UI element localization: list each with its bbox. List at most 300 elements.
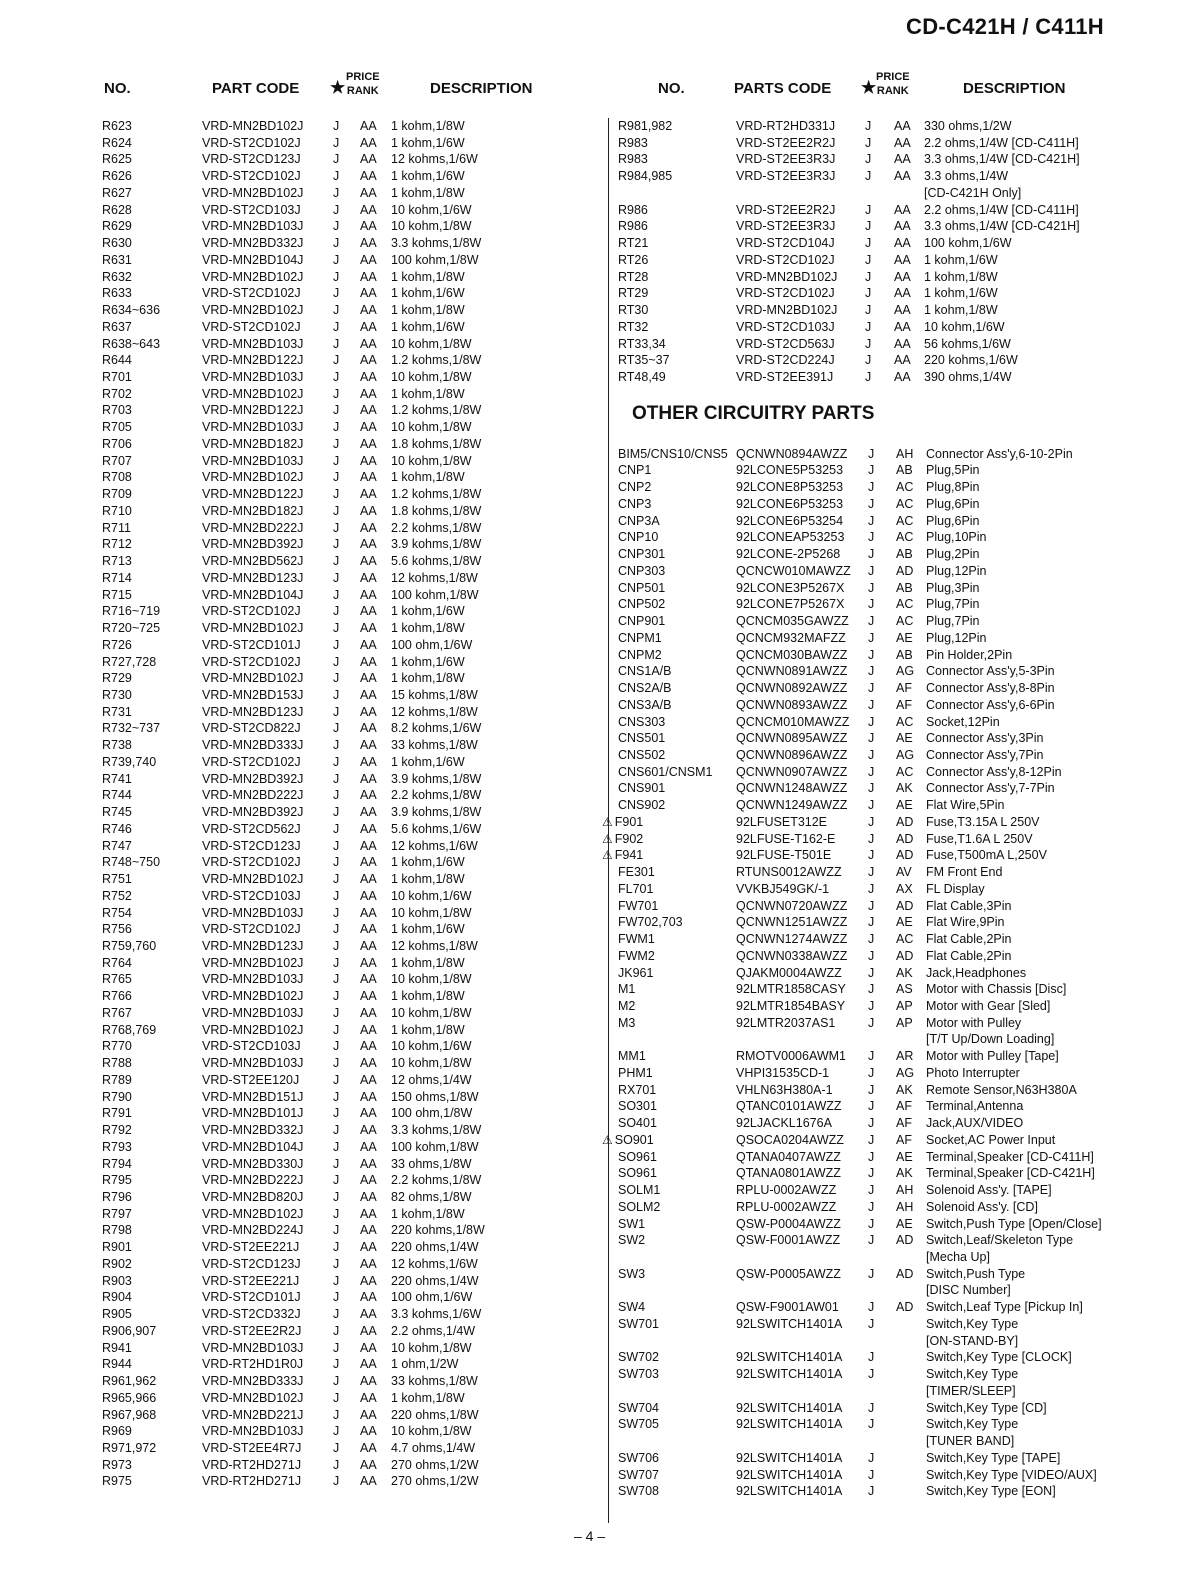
mark-text: J bbox=[333, 905, 340, 920]
price-rank bbox=[894, 319, 911, 336]
part-number bbox=[618, 513, 660, 530]
mark bbox=[868, 1266, 874, 1283]
mark-text: J bbox=[868, 814, 875, 829]
table-row bbox=[102, 336, 600, 353]
part-number bbox=[102, 1289, 132, 1306]
description-text: 220 kohms,1/6W bbox=[924, 353, 1018, 368]
part-code bbox=[736, 1149, 841, 1166]
table-row bbox=[618, 1349, 1138, 1366]
price-rank-text: AA bbox=[360, 922, 377, 937]
mark-text: J bbox=[333, 972, 340, 987]
description bbox=[391, 252, 479, 269]
mark bbox=[333, 1256, 339, 1273]
table-row bbox=[618, 596, 1138, 613]
part-number bbox=[618, 630, 662, 647]
part-number-text: MM1 bbox=[618, 1049, 646, 1064]
part-code bbox=[202, 319, 301, 336]
price-rank-text: AB bbox=[896, 647, 913, 662]
table-row bbox=[618, 580, 1138, 597]
table-row bbox=[102, 235, 600, 252]
table-row bbox=[102, 1189, 600, 1206]
price-rank bbox=[360, 620, 377, 637]
description-text: FM Front End bbox=[926, 865, 1003, 880]
description bbox=[926, 529, 986, 546]
part-code bbox=[202, 202, 301, 219]
part-code bbox=[202, 1373, 303, 1390]
description bbox=[391, 971, 472, 988]
price-rank-text: AH bbox=[896, 446, 914, 461]
mark-text: J bbox=[868, 580, 875, 595]
price-rank-text: AD bbox=[896, 898, 914, 913]
header-description: DESCRIPTION bbox=[430, 80, 533, 97]
part-number bbox=[102, 1122, 132, 1139]
price-rank bbox=[360, 720, 377, 737]
part-code-text: 92LMTR1854BASY bbox=[736, 998, 846, 1013]
part-code bbox=[736, 369, 833, 386]
mark-text: J bbox=[865, 353, 872, 368]
description-text: Plug,2Pin bbox=[926, 547, 980, 562]
table-row bbox=[102, 838, 600, 855]
description bbox=[391, 151, 478, 168]
price-rank-text: AA bbox=[360, 587, 377, 602]
part-number bbox=[102, 1072, 132, 1089]
price-rank bbox=[896, 714, 913, 731]
description-text: Connector Ass'y,8-12Pin bbox=[926, 764, 1062, 779]
description bbox=[924, 168, 1008, 185]
mark-text: J bbox=[333, 319, 340, 334]
description-text: 82 ohms,1/8W bbox=[391, 1190, 472, 1204]
part-code bbox=[202, 1306, 301, 1323]
price-rank bbox=[896, 780, 913, 797]
mark bbox=[865, 135, 871, 152]
part-number-text: RX701 bbox=[618, 1082, 657, 1097]
mark bbox=[868, 580, 874, 597]
part-code bbox=[202, 1189, 303, 1206]
part-number bbox=[618, 931, 655, 948]
part-code-text: VRD-ST2CD102J bbox=[202, 319, 301, 334]
price-rank bbox=[896, 747, 914, 764]
part-code-text: QCNWN1249AWZZ bbox=[736, 798, 848, 813]
description-text: 100 ohm,1/8W bbox=[391, 1106, 473, 1121]
part-number bbox=[102, 720, 160, 737]
mark-text: J bbox=[333, 537, 340, 552]
mark-text: J bbox=[333, 1206, 340, 1221]
description bbox=[926, 730, 1044, 747]
price-rank bbox=[360, 1122, 377, 1139]
part-number bbox=[618, 1065, 653, 1082]
table-row bbox=[102, 453, 600, 470]
other-parts-table bbox=[602, 446, 1138, 1500]
mark-text: J bbox=[333, 1390, 340, 1405]
description bbox=[391, 1206, 465, 1223]
table-row bbox=[102, 1089, 600, 1106]
part-code bbox=[202, 1206, 303, 1223]
description bbox=[391, 469, 465, 486]
part-number-text: R961,962 bbox=[102, 1374, 157, 1389]
description-text: 1 ohm,1/2W bbox=[391, 1357, 459, 1372]
price-rank-text: AA bbox=[360, 1156, 377, 1171]
part-number bbox=[618, 1165, 657, 1182]
description-text: 1 kohm,1/8W bbox=[391, 185, 465, 200]
table-row bbox=[602, 814, 1138, 831]
mark-text: J bbox=[333, 1072, 340, 1087]
mark bbox=[868, 1483, 874, 1500]
part-code bbox=[736, 302, 837, 319]
part-number bbox=[618, 764, 712, 781]
part-number-text: R625 bbox=[102, 152, 132, 167]
price-rank-text: AD bbox=[896, 948, 914, 963]
safety-warning-icon: ⚠ bbox=[602, 1132, 613, 1147]
part-code bbox=[202, 1440, 301, 1457]
mark-text: J bbox=[868, 731, 875, 746]
part-code-text: VRD-MN2BD103J bbox=[202, 219, 304, 234]
mark-text: J bbox=[333, 119, 340, 133]
part-code-text: 92LCONE3P5267X bbox=[736, 580, 845, 595]
description-text: Pin Holder,2Pin bbox=[926, 647, 1013, 662]
mark-text: J bbox=[333, 955, 340, 970]
description bbox=[926, 1333, 1018, 1350]
table-row bbox=[102, 654, 600, 671]
description-text: 3.3 ohms,1/4W [CD-C421H] bbox=[924, 219, 1080, 234]
description bbox=[391, 202, 472, 219]
mark-text: J bbox=[868, 547, 875, 562]
description-text: 1 kohm,1/8W bbox=[391, 1390, 465, 1405]
part-number bbox=[102, 118, 132, 135]
description bbox=[926, 1366, 1018, 1383]
part-number-text: RT33,34 bbox=[618, 336, 666, 351]
price-rank-text: AA bbox=[360, 1022, 377, 1037]
part-code bbox=[202, 402, 303, 419]
part-number bbox=[102, 1273, 132, 1290]
price-rank-text: AF bbox=[896, 1099, 912, 1114]
price-rank-text: AA bbox=[360, 1139, 377, 1154]
part-number-text: R715 bbox=[102, 587, 132, 602]
mark-text: J bbox=[333, 888, 340, 903]
price-rank bbox=[360, 1289, 377, 1306]
part-code bbox=[736, 269, 837, 286]
description bbox=[391, 687, 478, 704]
part-code bbox=[736, 1299, 839, 1316]
part-number bbox=[618, 546, 665, 563]
table-row bbox=[618, 613, 1138, 630]
price-rank bbox=[360, 486, 377, 503]
mark-text: J bbox=[865, 252, 872, 267]
description bbox=[926, 1349, 1072, 1366]
description bbox=[391, 821, 481, 838]
mark bbox=[333, 1172, 339, 1189]
table-row bbox=[102, 285, 600, 302]
description-text: 270 ohms,1/2W bbox=[391, 1474, 479, 1489]
description bbox=[924, 336, 1011, 353]
price-rank bbox=[360, 637, 377, 654]
table-row bbox=[618, 730, 1138, 747]
table-row bbox=[618, 1015, 1138, 1032]
part-code bbox=[736, 965, 842, 982]
description-text: 1 kohm,1/6W bbox=[391, 654, 465, 669]
price-rank bbox=[360, 1356, 377, 1373]
description-text: Flat Wire,5Pin bbox=[926, 798, 1005, 813]
description bbox=[391, 185, 465, 202]
description-text: 1 kohm,1/8W bbox=[924, 269, 998, 284]
part-number-text: SO961 bbox=[618, 1166, 657, 1181]
mark-text: J bbox=[865, 202, 872, 217]
mark-text: J bbox=[333, 503, 340, 518]
part-number bbox=[102, 988, 132, 1005]
part-code bbox=[736, 563, 851, 580]
part-number bbox=[618, 1316, 659, 1333]
part-number-text: R798 bbox=[102, 1223, 132, 1238]
price-rank-text: AE bbox=[896, 798, 913, 813]
mark-text: J bbox=[333, 1039, 340, 1054]
mark bbox=[333, 1189, 339, 1206]
part-code-text: VRD-ST2CD104J bbox=[736, 236, 835, 251]
mark bbox=[868, 1182, 874, 1199]
mark-text: J bbox=[868, 747, 875, 762]
price-rank bbox=[360, 319, 377, 336]
description bbox=[926, 1400, 1047, 1417]
description-text: 1 kohm,1/6W bbox=[391, 319, 465, 334]
part-code-text: VRD-MN2BD330J bbox=[202, 1156, 304, 1171]
part-code bbox=[736, 1266, 841, 1283]
part-number bbox=[102, 352, 132, 369]
mark bbox=[868, 730, 874, 747]
description bbox=[926, 898, 1011, 915]
price-rank bbox=[360, 1340, 377, 1357]
part-number bbox=[618, 914, 683, 931]
part-code bbox=[736, 462, 843, 479]
part-code-text: QCNWN0891AWZZ bbox=[736, 664, 848, 679]
part-code bbox=[202, 938, 303, 955]
part-number-text: FW702,703 bbox=[618, 915, 683, 930]
part-code bbox=[202, 871, 303, 888]
left-parts-table bbox=[102, 118, 600, 1490]
mark-text: J bbox=[333, 821, 340, 836]
part-code bbox=[736, 714, 849, 731]
table-row bbox=[102, 637, 600, 654]
price-rank-text: AE bbox=[896, 731, 913, 746]
description-text: 1 kohm,1/6W bbox=[391, 135, 465, 150]
mark bbox=[333, 1206, 339, 1223]
table-row bbox=[618, 1082, 1138, 1099]
part-code bbox=[202, 1390, 303, 1407]
part-number bbox=[618, 168, 672, 185]
mark bbox=[333, 469, 339, 486]
description-text: 1 kohm,1/8W bbox=[924, 303, 998, 318]
table-row bbox=[102, 754, 600, 771]
mark bbox=[868, 1115, 874, 1132]
part-number-text: CNS501 bbox=[618, 731, 666, 746]
table-row bbox=[102, 1423, 600, 1440]
table-row bbox=[618, 965, 1138, 982]
mark bbox=[333, 436, 339, 453]
part-code bbox=[736, 1199, 836, 1216]
description bbox=[926, 764, 1062, 781]
description-text: 1 kohm,1/8W bbox=[391, 989, 465, 1004]
part-code bbox=[202, 888, 301, 905]
mark bbox=[868, 898, 874, 915]
price-rank bbox=[360, 938, 377, 955]
price-rank bbox=[896, 864, 912, 881]
description bbox=[391, 285, 465, 302]
part-code bbox=[736, 135, 835, 152]
description-text: 1.2 kohms,1/8W bbox=[391, 353, 482, 368]
price-rank-text: AA bbox=[360, 219, 377, 234]
mark-text: J bbox=[868, 965, 875, 980]
part-number bbox=[102, 955, 132, 972]
mark-text: J bbox=[865, 370, 872, 385]
price-rank-text: AA bbox=[360, 1407, 377, 1422]
mark-text: J bbox=[333, 252, 340, 267]
part-code bbox=[202, 637, 301, 654]
description bbox=[926, 546, 980, 563]
part-code-text: RMOTV0006AWM1 bbox=[736, 1049, 846, 1064]
part-code bbox=[202, 821, 301, 838]
mark-text: J bbox=[868, 697, 875, 712]
part-code-text: VRD-MN2BD224J bbox=[202, 1223, 304, 1238]
mark bbox=[868, 529, 874, 546]
description-text: Switch,Leaf Type [Pickup In] bbox=[926, 1300, 1083, 1315]
table-row bbox=[618, 1249, 1138, 1266]
part-code bbox=[736, 948, 847, 965]
description bbox=[926, 680, 1055, 697]
table-row bbox=[102, 185, 600, 202]
part-number bbox=[102, 302, 160, 319]
price-rank bbox=[360, 419, 377, 436]
description bbox=[926, 965, 1026, 982]
price-rank bbox=[360, 285, 377, 302]
part-code bbox=[202, 1423, 303, 1440]
part-number bbox=[602, 1132, 654, 1149]
mark bbox=[868, 513, 874, 530]
table-row bbox=[618, 914, 1138, 931]
description bbox=[391, 436, 481, 453]
part-code-text: VRD-ST2EE221J bbox=[202, 1240, 300, 1255]
part-number bbox=[102, 754, 156, 771]
header-star-icon: ★ bbox=[861, 78, 877, 97]
part-number bbox=[102, 536, 132, 553]
part-number-text: R752 bbox=[102, 888, 132, 903]
description-text: 1.8 kohms,1/8W bbox=[391, 503, 482, 518]
safety-warning-icon: ⚠ bbox=[602, 814, 613, 829]
table-row bbox=[102, 905, 600, 922]
part-code bbox=[202, 252, 303, 269]
part-code-text: VRD-ST2CD103J bbox=[736, 319, 835, 334]
table-row bbox=[102, 1356, 600, 1373]
table-row bbox=[618, 135, 1138, 152]
table-row bbox=[618, 563, 1138, 580]
price-rank bbox=[360, 336, 377, 353]
mark bbox=[868, 797, 874, 814]
price-rank bbox=[896, 462, 913, 479]
table-row bbox=[618, 1031, 1138, 1048]
table-row bbox=[102, 1473, 600, 1490]
description bbox=[924, 352, 1018, 369]
part-number-text: M1 bbox=[618, 982, 636, 997]
description-text: Solenoid Ass'y. [CD] bbox=[926, 1199, 1038, 1214]
price-rank bbox=[896, 1232, 913, 1249]
price-rank-text: AA bbox=[360, 269, 377, 284]
part-number bbox=[618, 596, 665, 613]
part-number-text: R902 bbox=[102, 1256, 132, 1271]
price-rank bbox=[360, 1239, 377, 1256]
description-text: 10 kohm,1/6W bbox=[391, 1039, 472, 1054]
price-rank-text: AA bbox=[360, 938, 377, 953]
part-code-text: 92LSWITCH1401A bbox=[736, 1484, 843, 1499]
part-code-text: 92LCONE5P53253 bbox=[736, 463, 844, 478]
part-number-text: R793 bbox=[102, 1139, 132, 1154]
description bbox=[391, 1089, 479, 1106]
price-rank bbox=[360, 503, 377, 520]
mark-text: J bbox=[868, 1183, 875, 1198]
part-number bbox=[102, 1340, 132, 1357]
part-number bbox=[618, 319, 648, 336]
part-code bbox=[736, 898, 847, 915]
mark bbox=[333, 319, 339, 336]
price-rank bbox=[360, 1423, 377, 1440]
description bbox=[391, 838, 478, 855]
description-text: 1.8 kohms,1/8W bbox=[391, 436, 482, 451]
part-number bbox=[602, 814, 643, 831]
table-row bbox=[102, 168, 600, 185]
description-text: Switch,Key Type [VIDEO/AUX] bbox=[926, 1467, 1097, 1482]
part-code-text: 92LCONE6P53253 bbox=[736, 496, 844, 511]
description-text: 100 kohm,1/8W bbox=[391, 252, 479, 267]
part-code-text: VRD-MN2BD222J bbox=[202, 520, 304, 535]
description bbox=[926, 1216, 1102, 1233]
part-number-text: SW706 bbox=[618, 1450, 659, 1465]
table-row bbox=[102, 1323, 600, 1340]
part-number-text: CNS303 bbox=[618, 714, 666, 729]
description bbox=[926, 663, 1055, 680]
price-rank bbox=[896, 965, 913, 982]
description bbox=[391, 1340, 472, 1357]
description bbox=[391, 1256, 478, 1273]
part-code-text: 92LCONE6P53254 bbox=[736, 513, 844, 528]
part-code bbox=[736, 730, 847, 747]
part-number bbox=[102, 1105, 132, 1122]
part-number-text: R770 bbox=[102, 1039, 132, 1054]
part-number-text: SW708 bbox=[618, 1484, 659, 1499]
mark bbox=[333, 486, 339, 503]
description-text: 1 kohm,1/8W bbox=[391, 1206, 465, 1221]
description-text: 150 ohms,1/8W bbox=[391, 1089, 479, 1104]
part-number bbox=[618, 1400, 659, 1417]
part-code-text: VRD-ST2CD563J bbox=[736, 336, 835, 351]
part-number-text: R709 bbox=[102, 487, 132, 502]
price-rank-text: AA bbox=[894, 135, 911, 150]
price-rank bbox=[894, 352, 911, 369]
price-rank bbox=[360, 1105, 377, 1122]
price-rank-text: AA bbox=[360, 671, 377, 686]
description bbox=[926, 814, 1040, 831]
part-code bbox=[202, 469, 303, 486]
price-rank-text: AK bbox=[896, 781, 913, 796]
mark bbox=[868, 563, 874, 580]
part-code bbox=[736, 596, 844, 613]
description bbox=[926, 1132, 1055, 1149]
part-code-text: VRD-MN2BD102J bbox=[202, 386, 304, 401]
part-number bbox=[618, 529, 658, 546]
table-row bbox=[618, 1416, 1138, 1433]
price-rank-text: AA bbox=[360, 403, 377, 418]
part-code bbox=[736, 319, 835, 336]
price-rank bbox=[360, 235, 377, 252]
part-code bbox=[736, 446, 847, 463]
table-row bbox=[618, 1299, 1138, 1316]
part-code bbox=[202, 971, 303, 988]
price-rank bbox=[896, 797, 913, 814]
part-code-text: 92LSWITCH1401A bbox=[736, 1450, 843, 1465]
